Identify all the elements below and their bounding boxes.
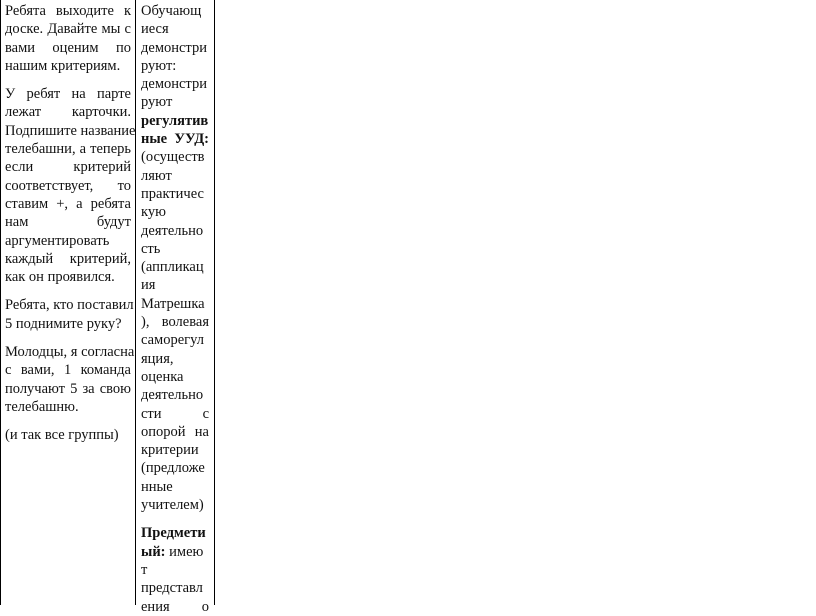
- text-line: деятельно: [141, 387, 204, 404]
- text-line: вами оценим по: [5, 39, 131, 56]
- text-line: ляют: [141, 167, 172, 184]
- text-line: ения о: [141, 598, 209, 615]
- text-fragment: имею: [165, 543, 204, 560]
- text-line: доске. Давайте мы с: [5, 21, 131, 38]
- text-line: (и так все группы): [5, 427, 119, 444]
- text-line: нам будут: [5, 214, 131, 231]
- text-line: телебашню.: [5, 398, 79, 415]
- text-line: нашим критериям.: [5, 57, 121, 74]
- text-line: Ребята, кто поставил: [5, 297, 134, 314]
- text-line: У ребят на парте: [5, 86, 131, 103]
- text-line: деятельно: [141, 222, 204, 239]
- paragraph-raise-hand: [5, 296, 134, 333]
- text-line: с вами, 1 команда: [5, 362, 131, 379]
- text-line: 5 поднимите руку?: [5, 315, 122, 332]
- bold-heading-line: Предмети: [141, 525, 206, 542]
- paragraph-well-done: [5, 343, 135, 416]
- paragraph-cards: [5, 85, 136, 286]
- text-line: [141, 543, 209, 561]
- text-line: (осуществ: [141, 149, 205, 166]
- text-line: Ребята выходите к: [5, 3, 131, 19]
- text-line: ставим +, а ребята: [5, 195, 131, 212]
- text-line: оценка: [141, 368, 184, 385]
- paragraph-students-demonstrate: [141, 2, 209, 514]
- text-line: Подпишите название: [5, 122, 136, 139]
- table-border-left: [0, 0, 1, 605]
- text-line: саморегул: [141, 332, 204, 349]
- paragraph-subject-results: [141, 524, 209, 615]
- text-line: кую: [141, 204, 166, 221]
- text-line: (аппликац: [141, 259, 204, 276]
- text-line: как он проявился.: [5, 269, 115, 286]
- bold-heading-fragment: ый:: [141, 543, 166, 560]
- text-line: яция,: [141, 350, 174, 367]
- bold-heading-line: ные УУД:: [141, 131, 209, 148]
- text-line: если критерий: [5, 159, 131, 176]
- text-line: Обучающ: [141, 3, 202, 19]
- text-line: практичес: [141, 185, 204, 202]
- text-line: нные: [141, 478, 173, 495]
- text-line: Молодцы, я согласна: [5, 344, 135, 361]
- text-line: соответствует, то: [5, 177, 131, 194]
- text-line: телебашни, а теперь: [5, 141, 131, 158]
- text-line: критерии: [141, 442, 199, 459]
- text-line: руют:: [141, 57, 177, 74]
- text-line: каждый критерий,: [5, 250, 131, 267]
- text-line: лежат карточки.: [5, 104, 131, 121]
- table-border-middle: [135, 0, 136, 605]
- teacher-activity-cell: [5, 0, 136, 445]
- text-line: сти с: [141, 405, 209, 422]
- text-line: (предложе: [141, 460, 205, 477]
- learning-outcomes-cell: [141, 0, 209, 616]
- text-line: т: [141, 561, 148, 578]
- text-line: руют: [141, 94, 173, 111]
- text-line: опорой на: [141, 423, 209, 440]
- text-line: сть: [141, 240, 161, 257]
- text-line: ия: [141, 277, 156, 294]
- text-line: учителем): [141, 497, 204, 514]
- text-line: ), волевая: [141, 314, 209, 331]
- text-line: демонстри: [141, 39, 207, 56]
- text-line: демонстри: [141, 76, 207, 93]
- paragraph-all-groups: [5, 426, 131, 444]
- text-line: получают 5 за свою: [5, 380, 131, 397]
- text-line: иеся: [141, 21, 169, 38]
- text-line: аргументировать: [5, 232, 110, 249]
- text-line: представл: [141, 580, 203, 597]
- paragraph-go-to-board: [5, 2, 131, 75]
- table-border-right: [214, 0, 215, 605]
- bold-heading-line: регулятив: [141, 112, 209, 129]
- text-line: Матрешка: [141, 295, 205, 312]
